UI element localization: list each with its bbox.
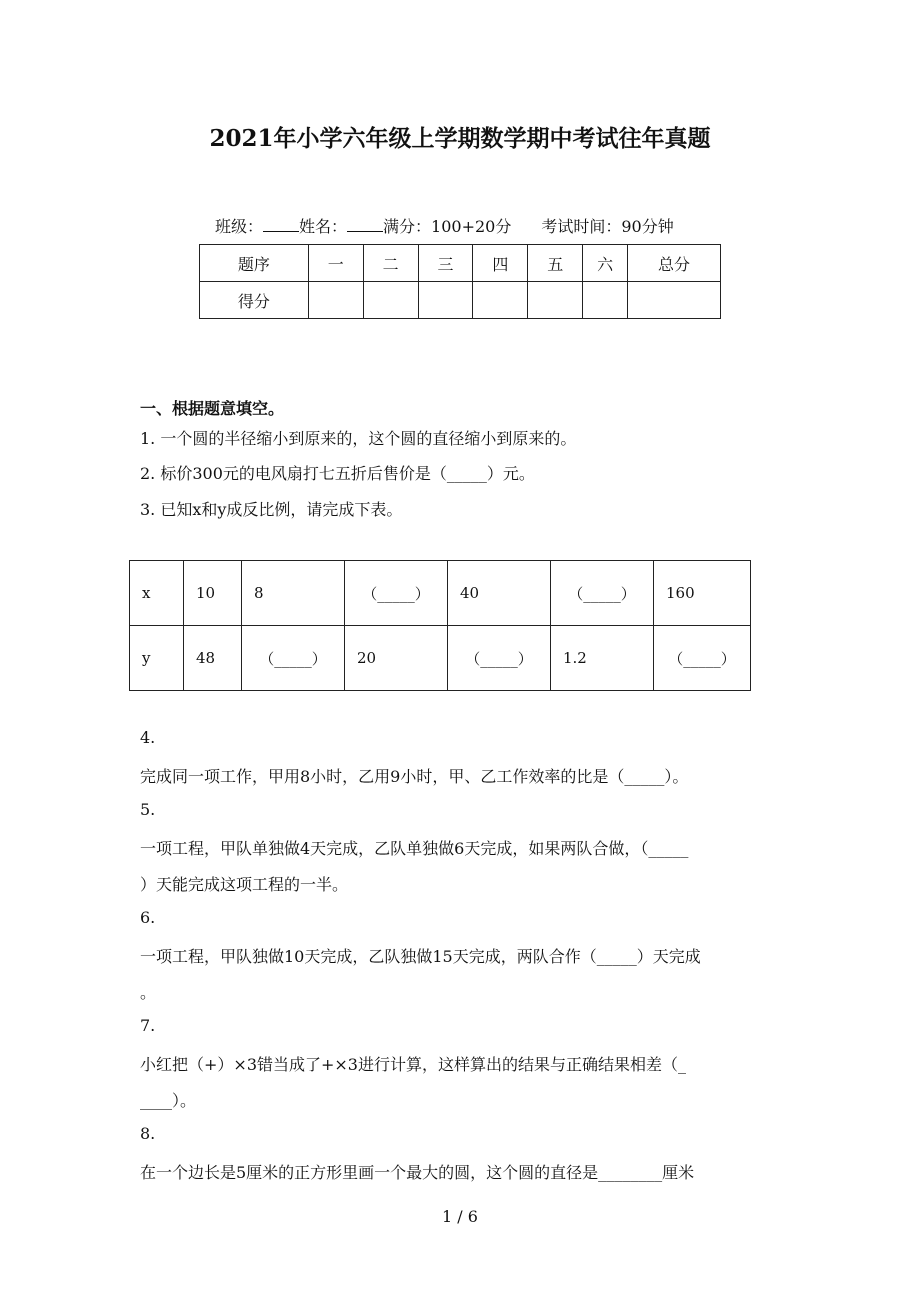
question-8-number: 8. xyxy=(140,1124,156,1143)
xy-cell: （_____） xyxy=(551,561,654,626)
question-6-text: 一项工程，甲队独做10天完成，乙队独做15天完成，两队合作（_____）天完成 xyxy=(140,947,701,966)
name-label: 姓名： xyxy=(299,217,348,236)
xy-table xyxy=(129,560,751,691)
xy-cell: 160 xyxy=(654,561,751,626)
xy-cell: （_____） xyxy=(448,626,551,691)
score-row xyxy=(200,282,721,319)
score-cell[interactable] xyxy=(418,282,473,319)
xy-cell: 1.2 xyxy=(551,626,654,691)
score-row-label: 得分 xyxy=(200,282,309,319)
score-header: 四 xyxy=(473,245,528,282)
score-cell[interactable] xyxy=(528,282,583,319)
score-header: 五 xyxy=(528,245,583,282)
page-title: 2021年小学六年级上学期数学期中考试往年真题 xyxy=(209,125,711,152)
xy-cell: 48 xyxy=(184,626,242,691)
question-7-text-cont: ____）。 xyxy=(140,1091,197,1110)
question-2: 2. 标价300元的电风扇打七五折后售价是（_____）元。 xyxy=(140,464,535,483)
question-6-number: 6. xyxy=(140,908,156,927)
exam-info xyxy=(215,214,674,237)
question-3: 3. 已知x和y成反比例，请完成下表。 xyxy=(140,500,403,519)
xy-cell: 40 xyxy=(448,561,551,626)
page-number: 1 / 6 xyxy=(442,1207,478,1226)
name-blank xyxy=(347,217,383,232)
question-7-text: 小红把（+）×3错当成了+×3进行计算，这样算出的结果与正确结果相差（_ xyxy=(140,1055,686,1074)
xy-cell: （_____） xyxy=(654,626,751,691)
xy-cell: 20 xyxy=(345,626,448,691)
question-6-text-cont: 。 xyxy=(140,983,157,1002)
y-row xyxy=(130,626,751,691)
class-blank xyxy=(263,217,299,232)
full-score: 满分：100+20分 xyxy=(383,217,512,236)
x-row xyxy=(130,561,751,626)
question-4-text: 完成同一项工作，甲用8小时，乙用9小时，甲、乙工作效率的比是（_____）。 xyxy=(140,767,689,786)
score-header: 总分 xyxy=(628,245,721,282)
xy-cell: y xyxy=(130,626,184,691)
exam-time: 考试时间：90分钟 xyxy=(541,217,674,236)
score-header: 三 xyxy=(418,245,473,282)
score-header: 一 xyxy=(308,245,363,282)
question-7-number: 7. xyxy=(140,1016,156,1035)
score-cell[interactable] xyxy=(473,282,528,319)
score-header: 六 xyxy=(583,245,628,282)
score-table xyxy=(199,244,721,319)
question-4-number: 4. xyxy=(140,728,156,747)
question-5-text: 一项工程，甲队单独做4天完成，乙队单独做6天完成，如果两队合做，（_____ xyxy=(140,839,689,858)
xy-cell: 10 xyxy=(184,561,242,626)
score-header-row xyxy=(200,245,721,282)
score-header: 二 xyxy=(363,245,418,282)
class-label: 班级： xyxy=(215,217,264,236)
question-8-text: 在一个边长是5厘米的正方形里画一个最大的圆，这个圆的直径是________厘米 xyxy=(140,1163,695,1182)
section-heading: 一、根据题意填空。 xyxy=(140,399,285,418)
xy-cell: x xyxy=(130,561,184,626)
score-cell[interactable] xyxy=(363,282,418,319)
xy-cell: （_____） xyxy=(345,561,448,626)
question-5-number: 5. xyxy=(140,800,156,819)
xy-cell: 8 xyxy=(242,561,345,626)
xy-cell: （_____） xyxy=(242,626,345,691)
question-5-text-cont: ）天能完成这项工程的一半。 xyxy=(140,875,349,894)
score-cell[interactable] xyxy=(583,282,628,319)
question-1: 1. 一个圆的半径缩小到原来的，这个圆的直径缩小到原来的。 xyxy=(140,429,577,448)
score-cell[interactable] xyxy=(628,282,721,319)
score-header: 题序 xyxy=(200,245,309,282)
score-cell[interactable] xyxy=(308,282,363,319)
